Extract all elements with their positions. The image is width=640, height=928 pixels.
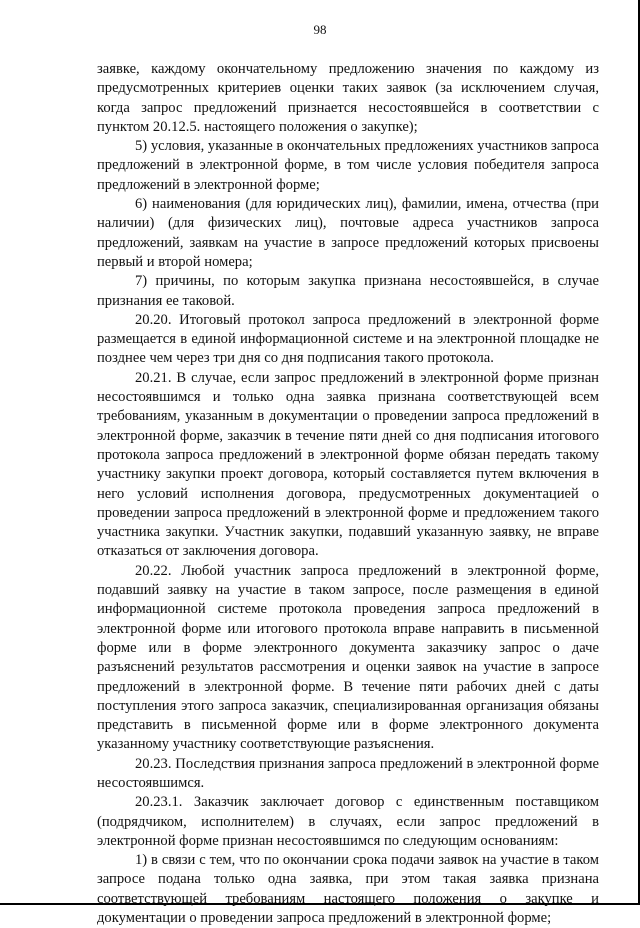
paragraph-20-23-1: 20.23.1. Заказчик заключает договор с единственным поставщиком (подрядчиком, исполнителем) в случаях, если запрос предложений в электронной форме признан несостоявшимся по следующим основаниям: (97, 794, 599, 849)
paragraph-20-22: 20.22. Любой участник запроса предложений в электронной форме, подавший заявку на участие в таком запросе, после размещения в единой информационной системе протокола проведения запроса предложений в электронной форме или итогового протокола вправе направить в письменной форме или в форме электронного документа заказчику запрос о даче разъяснений результатов рассмотрения и оценки заявок на участие в запросе предложений в электронной форме. В течение пяти рабочих дней с даты поступления этого запроса заказчик, специализированная организация обязаны представить в письменной форме или в форме электронного документа указанному участнику соответствующие разъяснения. (97, 562, 599, 753)
paragraph-continuation: заявке, каждому окончательному предложению значения по каждому из предусмотренных критериев оценки таких заявок (за исключением случая, когда запрос предложений признается несостоявшейся в соответствии с пунктом 20.12.5. настоящего положения о закупке); (97, 61, 599, 135)
paragraph-item-6: 6) наименования (для юридических лиц), фамилии, имена, отчества (при наличии) (для физических лиц), почтовые адреса участников запроса предложений, заявкам на участие в запросе предложений которых присвоены первый и второй номера; (97, 196, 599, 270)
paragraph-item-1: 1) в связи с тем, что по окончании срока подачи заявок на участие в таком запросе подана только одна заявка, при этом такая заявка признана соответствующей требованиям настоящего положения о закупке и документации о проведении запроса предложений в электронной форме; (97, 852, 599, 927)
document-body (97, 60, 599, 928)
paragraph-20-20: 20.20. Итоговый протокол запроса предложений в электронной форме размещается в единой информационной системе и на электронной площадке не позднее чем через три дня со дня подписания такого протокола. (97, 311, 599, 367)
paragraph-20-23: 20.23. Последствия признания запроса предложений в электронной форме несостоявшимся. (97, 755, 599, 791)
page-number: 98 (313, 22, 327, 37)
paragraph-20-21: 20.21. В случае, если запрос предложений в электронной форме признан несостоявшимся и только одна заявка признана соответствующей всем требованиям, указанным в документации о проведении запроса предложений в электронной форме, заказчик в течение пяти дней со дня подписания итогового протокола запроса предложений в электронной форме обязан передать такому участнику закупки проект договора, который составляется путем включения в него условий исполнения договора, предусмотренных документацией о проведении запроса предложений в электронной форме и предложением такого участника закупки. Участник закупки, подавший указанную заявку, не вправе отказаться от заключения договора. (97, 369, 599, 560)
paragraph-item-5: 5) условия, указанные в окончательных предложениях участников запроса предложений в электронной форме, в том числе условия победителя запроса предложений в электронной форме; (97, 138, 599, 193)
paragraph-item-7: 7) причины, по которым закупка признана несостоявшейся, в случае признания ее таковой. (97, 273, 599, 309)
